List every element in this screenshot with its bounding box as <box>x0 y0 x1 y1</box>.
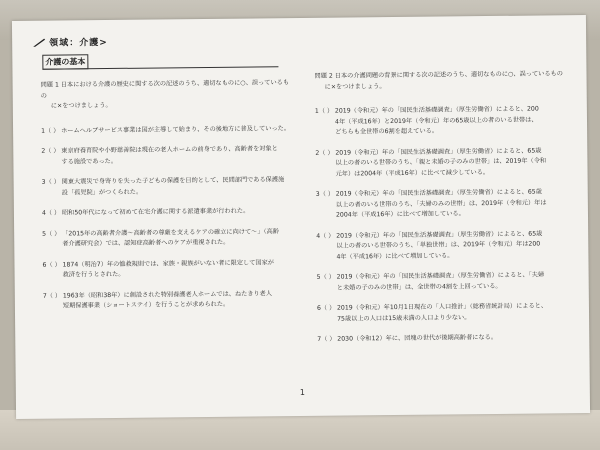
item-number: 4（ ） <box>316 232 335 240</box>
list-item <box>42 258 292 282</box>
item-number: 3（ ） <box>41 178 60 186</box>
item-text: 以上の者のいる世帯のうち、「単独世帯」は、2019年（令和元）年は200 <box>336 240 541 250</box>
list-item <box>42 206 292 219</box>
item-number: 1（ ） <box>41 127 60 135</box>
list-item <box>41 124 291 137</box>
item-text: 関東大震災で身寄りを失った子どもの保護を目的として、民間部門である保護施 <box>61 176 285 186</box>
pen-icon <box>32 37 46 47</box>
item-text: 救済を行うとされた。 <box>62 270 125 279</box>
list-item <box>315 146 567 180</box>
item-text: 設「孤児院」がつくられた。 <box>61 188 143 197</box>
item-text: 2019（令和元）年の「国民生活基礎調査」（厚生労働省）によると、65歳 <box>336 229 543 240</box>
item-text: 以上の者のいる世帯のうち、「親と未婚の子のみの世帯」は、2019年（令和 <box>335 157 547 167</box>
list-item <box>42 227 292 251</box>
item-number: 1（ ） <box>314 107 334 115</box>
item-number: 6（ ） <box>42 261 61 269</box>
item-text: どちらも全世帯の6割を超えている。 <box>335 127 439 136</box>
item-text: 4年（平成16年）と2019年（令和元）年の65歳以上の者のいる世帯は、 <box>334 116 538 126</box>
domain-header <box>32 35 108 49</box>
list-item <box>317 270 569 294</box>
item-text: 1963年（昭和38年）に創設された特別養護老人ホームでは、ねたきり老人 <box>62 289 273 299</box>
item-text: 2004年（平成16年）に比べて増加している。 <box>335 210 465 219</box>
item-text: 東京府養育院や小野慈善院は現在の老人ホームの前身であり、高齢者を対象と <box>61 145 278 155</box>
list-item <box>317 332 569 345</box>
item-number: 5（ ） <box>316 273 335 281</box>
list-item <box>43 289 293 313</box>
item-text: 1874（明治7）年の恤救規則では、家族・親族がいない者に限定して国家が <box>62 258 275 269</box>
item-text: 以上の者のいる世帯のうち、「夫婦のみの世帯」は、2019年（令和元）年は <box>335 198 547 209</box>
item-number: 4（ ） <box>41 209 61 217</box>
paper-sheet <box>12 15 590 419</box>
item-text: 2019（令和元）年の「国民生活基礎調査」（厚生労働省）によると、200 <box>334 105 539 115</box>
question-1-title: 問題 1 日本における介護の歴史に関する次の記述のうち、適切なものに○、誤っているもの に×をつけましょう。 <box>40 79 290 110</box>
item-text: 2019（令和元）年10月1日現在の「人口推計」（総務省統計局）によると、 <box>336 302 548 312</box>
list-item <box>315 104 567 138</box>
item-text: 2019（令和元）年の「国民生活基礎調査」（厚生労働省）によると、65歳 <box>335 146 542 157</box>
item-text: 「2015年の高齢者介護〜高齢者の尊厳を支えるケアの確立に向けて〜」（高齢 <box>62 227 280 238</box>
question-1 <box>41 78 294 322</box>
question-1-items <box>41 124 293 313</box>
item-text: 2019（令和元）年の「国民生活基礎調査」（厚生労働省）によると、65歳 <box>335 188 542 198</box>
item-text: 昭和50年代になって初めて在宅介護に関する派遣事業が行われた。 <box>61 207 250 217</box>
question-2 <box>314 69 569 355</box>
item-text: 短期保護事業（ショートステイ）を行うことが求められた。 <box>62 300 230 310</box>
item-text: 2030（令和12）年に、団塊の世代が後期高齢者になる。 <box>337 333 498 343</box>
list-item <box>317 301 569 325</box>
list-item <box>316 187 568 221</box>
domain-label: 領域：介護> <box>49 38 108 49</box>
item-text: 者介護研究会）では、認知症高齢者へのケアが重視された。 <box>62 238 230 248</box>
list-item <box>42 175 292 199</box>
item-text: ホームヘルプサービス事業は国が主導して始まり、その後地方に普及していった。 <box>61 124 291 135</box>
item-number: 5（ ） <box>42 230 61 238</box>
item-number: 6（ ） <box>316 304 336 312</box>
question-2-title: 問題 2 日本の介護問題の背景に関する次の記述のうち、適切なものに○、誤っているもの に×をつけましょう。 <box>314 70 563 91</box>
item-text: と未婚の子のみの世帯」は、全世帯の4割を上回っている。 <box>336 282 502 292</box>
item-text: 元年）は2004年（平成16年）に比べて減少している。 <box>335 168 490 178</box>
item-number: 2（ ） <box>41 147 60 155</box>
page-number: 1 <box>299 387 305 398</box>
question-2-items <box>315 104 569 345</box>
section-title: 介護の基本 <box>42 54 88 69</box>
item-text: 4年（平成16年）に比べて増加している。 <box>336 251 454 261</box>
item-number: 2（ ） <box>315 149 334 157</box>
list-item <box>316 229 568 263</box>
item-text: 2019（令和元）年の「国民生活基礎調査」（厚生労働省）によると、「夫婦 <box>336 271 545 281</box>
item-number: 7（ ） <box>317 335 336 343</box>
item-text: する施設であった。 <box>61 157 118 166</box>
item-number: 3（ ） <box>315 190 335 198</box>
item-number: 7（ ） <box>42 292 62 300</box>
list-item <box>41 144 291 168</box>
item-text: 75歳以上の人口は15歳未満の人口より少ない。 <box>337 313 471 323</box>
